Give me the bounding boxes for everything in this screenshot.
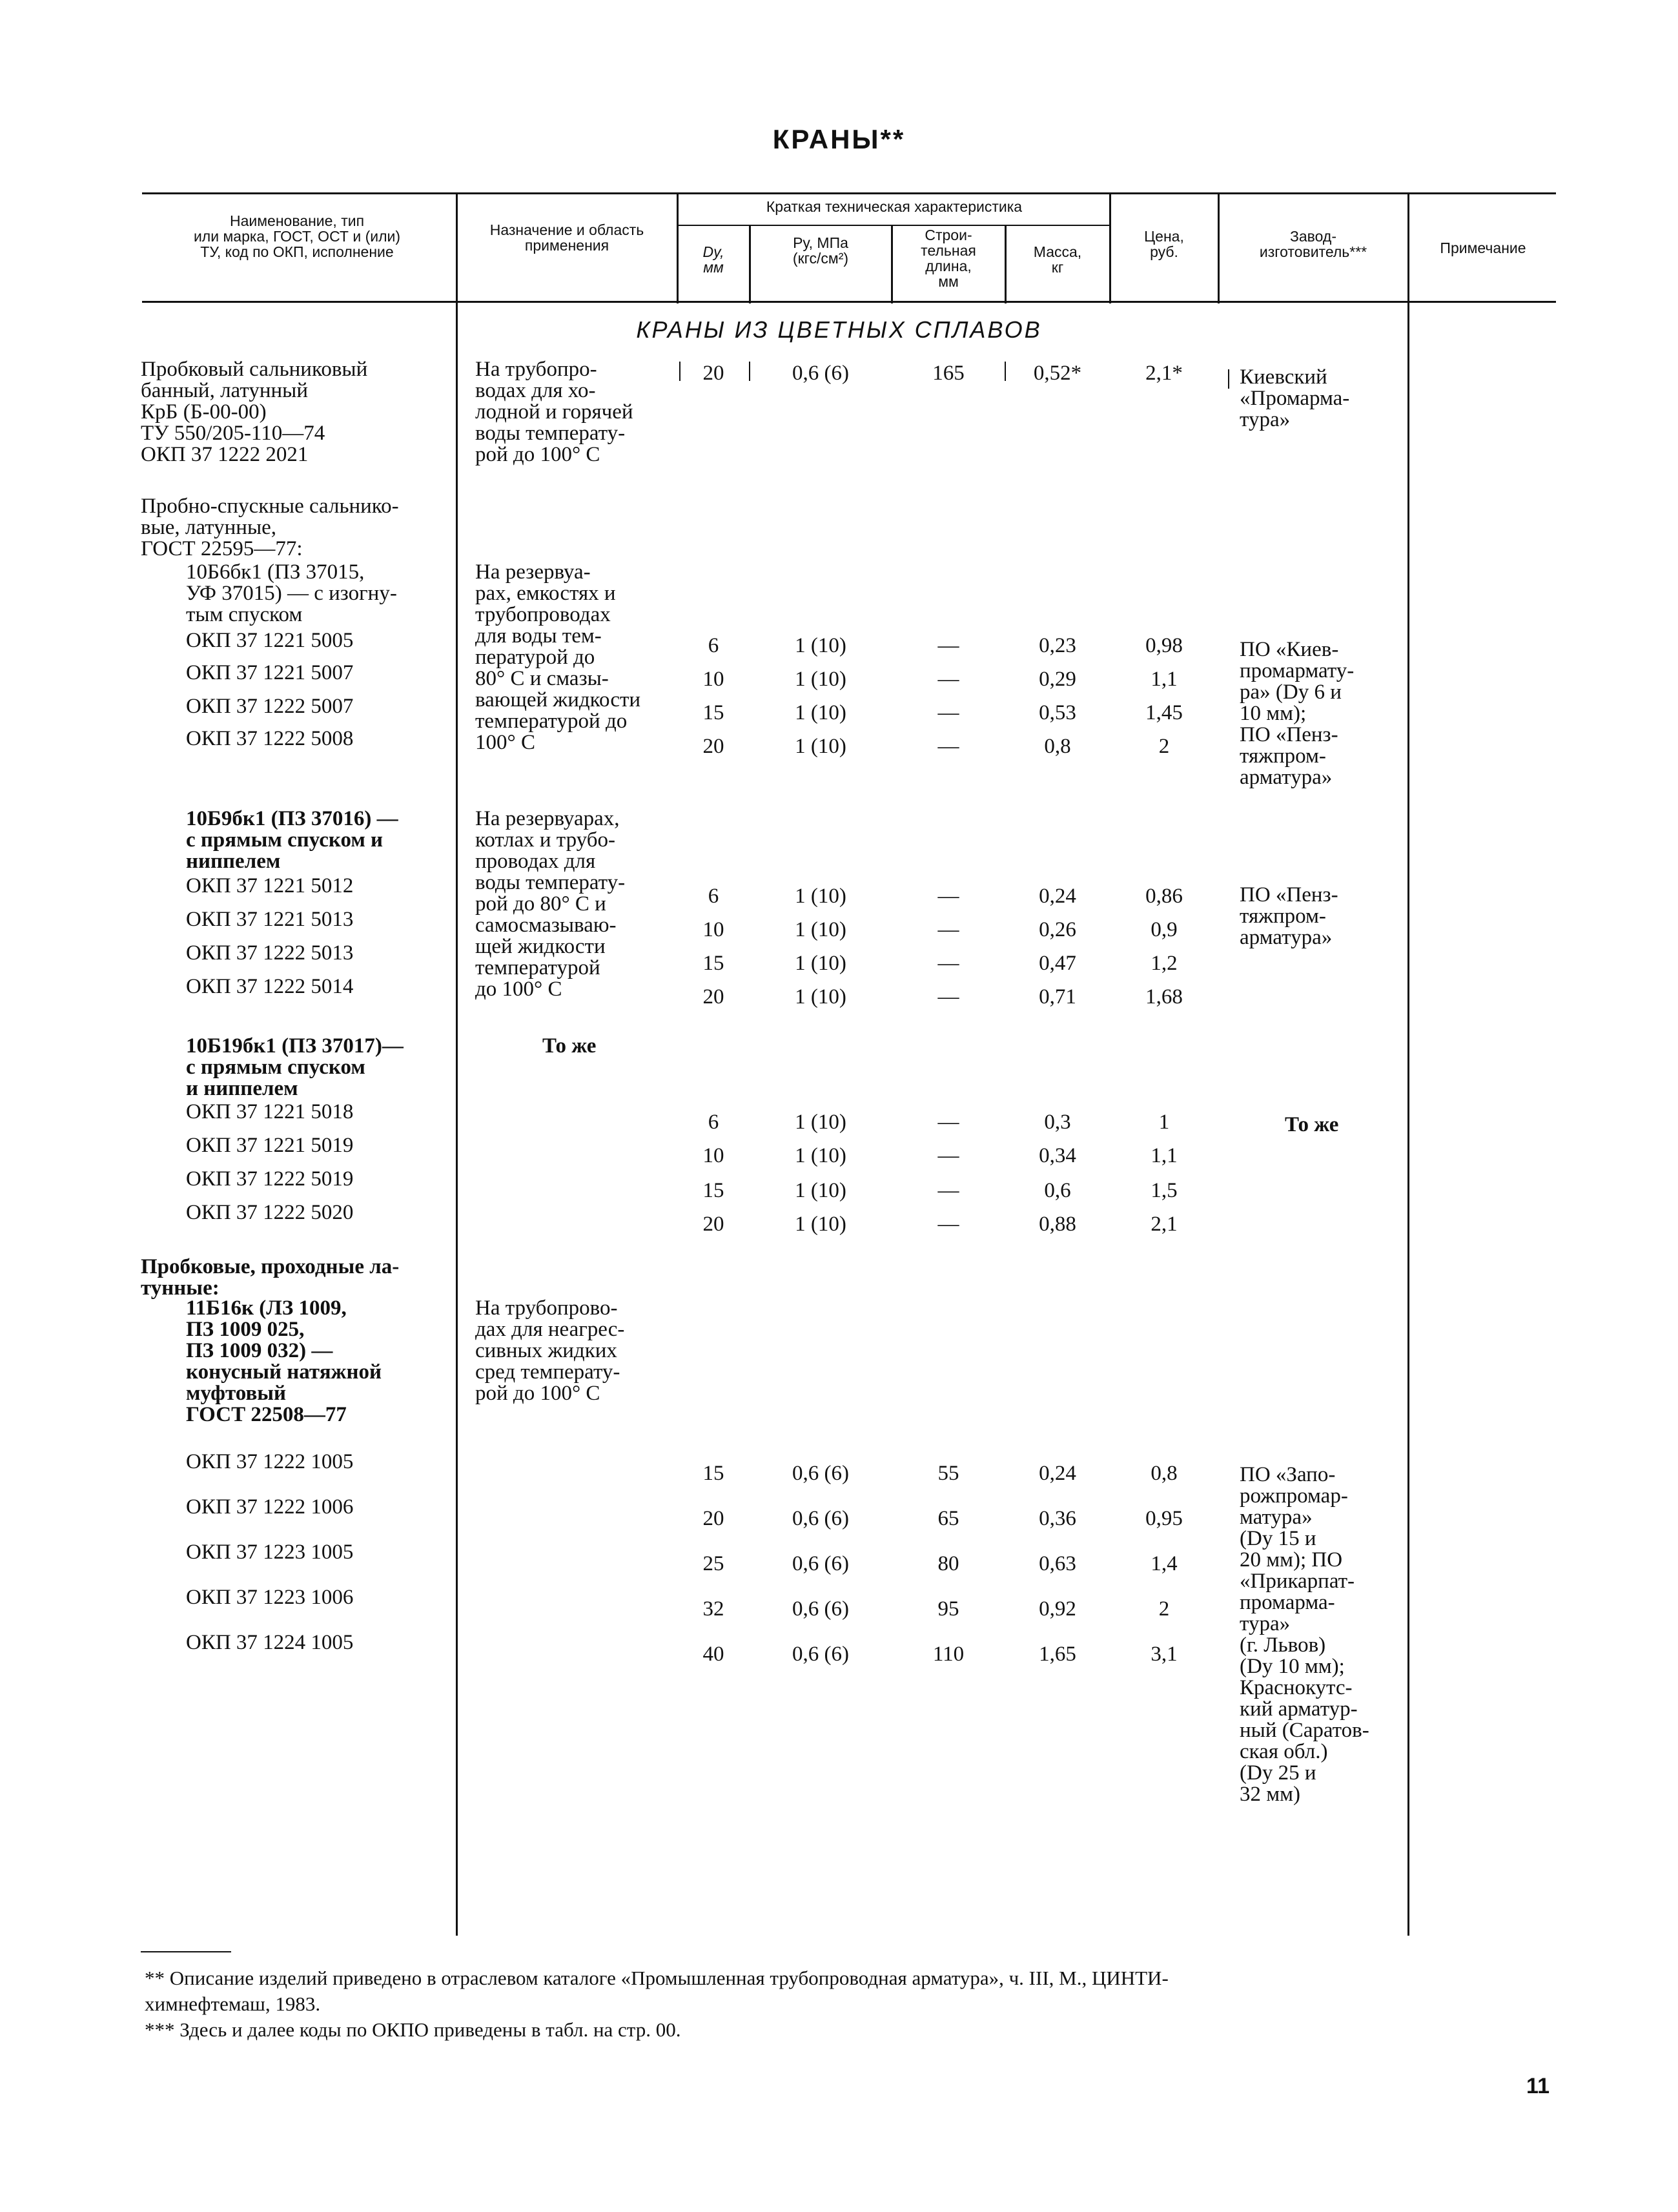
- cell-py: 0,6 (6): [792, 1552, 849, 1575]
- cell-mass: 0,92: [1039, 1597, 1076, 1621]
- group-4-code-2: ОКП 37 1221 5019: [186, 1134, 354, 1157]
- table-top-rule: [142, 192, 1556, 194]
- cell-mass: 0,24: [1039, 885, 1076, 908]
- cell-dy: 15: [702, 1462, 724, 1485]
- cell-mass: 0,29: [1039, 668, 1076, 691]
- cell-len: 80: [937, 1552, 959, 1575]
- group-5-code-5: ОКП 37 1224 1005: [186, 1631, 354, 1654]
- cell-py: 0,6 (6): [792, 1507, 849, 1530]
- cell-dy: 20: [702, 1507, 724, 1530]
- cell-py: 1 (10): [795, 952, 846, 975]
- cell-len: —: [937, 701, 959, 724]
- cell-price: 3,1: [1151, 1643, 1178, 1666]
- cell-len: —: [937, 1179, 959, 1202]
- header-bottom-rule: [142, 301, 1556, 303]
- cell-price: 1,68: [1145, 985, 1183, 1009]
- group-2-purpose: На резервуа- рах, емкостях и трубопроводах для воды тем- пературой до 80° С и смазы- вающей жидкости температурой до 100° С: [475, 560, 641, 754]
- cell-price: 0,86: [1145, 885, 1183, 908]
- group-1-maker: Киевский «Промарма- тура»: [1240, 365, 1350, 431]
- col-rule-dy: [749, 225, 751, 303]
- group-2-name: Пробно-спускные сальнико- вые, латунные, ГОСТ 22595—77:: [141, 495, 399, 560]
- cell-mass: 0,36: [1039, 1507, 1076, 1530]
- header-py: Pу, МПа (кгс/см²): [792, 234, 849, 267]
- tick: [1228, 369, 1229, 389]
- cell-price: 1,1: [1151, 1144, 1178, 1167]
- cell-py: 0,6 (6): [792, 1462, 849, 1485]
- cell-dy: 25: [702, 1552, 724, 1575]
- group-3-purpose: На резервуарах, котлах и трубо- проводах для воды температу- рой до 80° С и самосмазываю- щей жидкости температурой до 100° С: [475, 807, 626, 1001]
- cell-dy: 32: [702, 1597, 724, 1621]
- cell-price: 0,95: [1145, 1507, 1183, 1530]
- group-2-sub: 10Б6бк1 (ПЗ 37015, УФ 37015) — с изогну- тым спуском: [186, 560, 397, 626]
- group-5-purpose: На трубопрово- дах для неагрес- сивных жидких сред температу- рой до 100° С: [475, 1296, 625, 1405]
- cell-py: 0,6 (6): [792, 362, 849, 385]
- cell-len: —: [937, 1144, 959, 1167]
- header-price: Цена, руб.: [1144, 228, 1184, 260]
- cell-price: 0,98: [1145, 634, 1183, 657]
- cell-len: 165: [932, 362, 965, 385]
- header-dy: Dу, мм: [702, 243, 724, 276]
- cell-mass: 0,52*: [1033, 362, 1082, 385]
- group-5-code-3: ОКП 37 1223 1005: [186, 1541, 354, 1564]
- cell-dy: 40: [702, 1643, 724, 1666]
- group-4-code-1: ОКП 37 1221 5018: [186, 1100, 354, 1123]
- cell-len: 55: [937, 1462, 959, 1485]
- cell-mass: 0,63: [1039, 1552, 1076, 1575]
- group-1-purpose: На трубопро- водах для хо- лодной и горячей воды температу- рой до 100° С: [475, 358, 633, 466]
- cell-mass: 0,26: [1039, 918, 1076, 941]
- cell-len: —: [937, 1213, 959, 1236]
- group-4-maker: То же: [1285, 1113, 1339, 1136]
- cell-len: —: [937, 885, 959, 908]
- group-1-name: Пробковый сальниковый банный, латунный КрБ (Б-00-00) ТУ 550/205-110—74 ОКП 37 1222 2021: [141, 358, 368, 466]
- col-rule-len: [1005, 225, 1007, 303]
- cell-mass: 0,53: [1039, 701, 1076, 724]
- cell-mass: 0,3: [1044, 1111, 1071, 1134]
- cell-mass: 0,8: [1044, 735, 1071, 758]
- group-3-code-3: ОКП 37 1222 5013: [186, 941, 354, 965]
- cell-dy: 20: [702, 735, 724, 758]
- cell-dy: 15: [702, 1179, 724, 1202]
- group-3-maker: ПО «Пенз- тяжпром- арматура»: [1240, 883, 1338, 949]
- cell-py: 1 (10): [795, 885, 846, 908]
- cell-py: 1 (10): [795, 918, 846, 941]
- header-purpose: Назначение и область применения: [489, 221, 644, 254]
- cell-dy: 6: [708, 634, 719, 657]
- footnote-1: ** Описание изделий приведено в отраслевом каталоге «Промышленная трубопроводная арматура», ч. III, М., ЦИНТИ- химнефтемаш, 1983.: [145, 1967, 1169, 2015]
- cell-price: 2,1: [1151, 1213, 1178, 1236]
- cell-dy: 20: [702, 362, 724, 385]
- cell-dy: 15: [702, 701, 724, 724]
- cell-dy: 6: [708, 1111, 719, 1134]
- header-tech: Краткая техническая характеристика: [766, 198, 1023, 215]
- group-4-purpose: То же: [542, 1034, 597, 1058]
- group-3-code-1: ОКП 37 1221 5012: [186, 874, 354, 897]
- cell-py: 1 (10): [795, 735, 846, 758]
- cell-price: 1,2: [1151, 952, 1178, 975]
- tech-sub-rule: [678, 225, 1110, 226]
- cell-py: 1 (10): [795, 668, 846, 691]
- cell-len: —: [937, 735, 959, 758]
- header-mass: Масса, кг: [1033, 243, 1082, 276]
- group-5-code-1: ОКП 37 1222 1005: [186, 1450, 354, 1473]
- cell-price: 1: [1158, 1111, 1170, 1134]
- cell-py: 0,6 (6): [792, 1597, 849, 1621]
- page-title: КРАНЫ**: [772, 124, 906, 154]
- cell-price: 1,5: [1151, 1179, 1178, 1202]
- page-number: 11: [1526, 2074, 1550, 2098]
- cell-py: 1 (10): [795, 1179, 846, 1202]
- cell-price: 0,9: [1151, 918, 1178, 941]
- cell-py: 1 (10): [795, 1111, 846, 1134]
- group-4-sub: 10Б19бк1 (ПЗ 37017)— с прямым спуском и ниппелем: [186, 1034, 404, 1100]
- cell-price: 1,1: [1151, 668, 1178, 691]
- group-5-code-4: ОКП 37 1223 1006: [186, 1586, 354, 1609]
- cell-price: 2: [1158, 735, 1170, 758]
- cell-price: 1,4: [1151, 1552, 1178, 1575]
- col-rule-purpose: [677, 192, 679, 303]
- cell-len: —: [937, 952, 959, 975]
- cell-dy: 20: [702, 1213, 724, 1236]
- group-3-code-4: ОКП 37 1222 5014: [186, 975, 354, 998]
- footnote-2: *** Здесь и далее коды по ОКПО приведены в табл. на стр. 00.: [145, 2018, 681, 2041]
- tick: [749, 362, 750, 381]
- cell-mass: 0,23: [1039, 634, 1076, 657]
- cell-len: 95: [937, 1597, 959, 1621]
- cell-len: —: [937, 668, 959, 691]
- header-note: Примечание: [1440, 240, 1526, 256]
- col-rule-name: [456, 192, 458, 1936]
- cell-mass: 0,71: [1039, 985, 1076, 1009]
- header-length: Строи- тельная длина, мм: [921, 227, 976, 290]
- cell-dy: 6: [708, 885, 719, 908]
- cell-price: 0,8: [1151, 1462, 1178, 1485]
- group-2-code-3: ОКП 37 1222 5007: [186, 695, 354, 718]
- header-maker: Завод- изготовитель***: [1259, 228, 1367, 260]
- col-rule-tech-end: [1109, 192, 1111, 303]
- cell-py: 1 (10): [795, 1144, 846, 1167]
- cell-mass: 1,65: [1039, 1643, 1076, 1666]
- tick: [1005, 362, 1006, 381]
- cell-mass: 0,34: [1039, 1144, 1076, 1167]
- cell-py: 1 (10): [795, 985, 846, 1009]
- cell-price: 2,1*: [1145, 362, 1183, 385]
- group-3-sub: 10Б9бк1 (ПЗ 37016) — с прямым спуском и ниппелем: [186, 807, 398, 873]
- cell-len: 110: [932, 1643, 965, 1666]
- group-2-code-1: ОКП 37 1221 5005: [186, 629, 354, 652]
- cell-len: —: [937, 985, 959, 1009]
- col-rule-py: [891, 225, 893, 303]
- cell-py: 0,6 (6): [792, 1643, 849, 1666]
- cell-len: —: [937, 918, 959, 941]
- group-2-code-2: ОКП 37 1221 5007: [186, 661, 354, 684]
- header-name: Наименование, тип или марка, ГОСТ, ОСТ и (или) ТУ, код по ОКП, исполнение: [193, 212, 401, 260]
- cell-mass: 0,24: [1039, 1462, 1076, 1485]
- cell-dy: 10: [702, 668, 724, 691]
- cell-dy: 15: [702, 952, 724, 975]
- group-5-maker: ПО «Запо- рожпромар- матура» (Dу 15 и 20 мм); ПО «Прикарпат- промарма- тура» (г. Львов) (Dу 10 мм); Краснокутс- кий арматур- ный (Саратов- ская обл.) (Dу 25 и 32 мм): [1240, 1463, 1369, 1806]
- cell-py: 1 (10): [795, 701, 846, 724]
- group-2-code-4: ОКП 37 1222 5008: [186, 727, 354, 750]
- group-5-code-2: ОКП 37 1222 1006: [186, 1495, 354, 1519]
- group-3-code-2: ОКП 37 1221 5013: [186, 908, 354, 931]
- cell-mass: 0,88: [1039, 1213, 1076, 1236]
- cell-len: —: [937, 1111, 959, 1134]
- cell-py: 1 (10): [795, 634, 846, 657]
- cell-mass: 0,47: [1039, 952, 1076, 975]
- cell-dy: 10: [702, 1144, 724, 1167]
- cell-mass: 0,6: [1044, 1179, 1071, 1202]
- cell-price: 2: [1158, 1597, 1170, 1621]
- col-rule-maker: [1407, 192, 1409, 1936]
- col-rule-price: [1218, 192, 1220, 303]
- cell-price: 1,45: [1145, 701, 1183, 724]
- tick: [679, 362, 680, 381]
- group-5-sub: 11Б16к (ЛЗ 1009, ПЗ 1009 025, ПЗ 1009 032) — конусный натяжной муфтовый ГОСТ 22508—77: [186, 1296, 382, 1426]
- section-title: КРАНЫ ИЗ ЦВЕТНЫХ СПЛАВОВ: [636, 316, 1042, 343]
- group-4-code-3: ОКП 37 1222 5019: [186, 1167, 354, 1191]
- group-4-code-4: ОКП 37 1222 5020: [186, 1201, 354, 1224]
- cell-dy: 10: [702, 918, 724, 941]
- group-2-maker: ПО «Киев- промармату- ра» (Dу 6 и 10 мм); ПО «Пенз- тяжпром- арматура»: [1240, 638, 1355, 789]
- group-5-name: Пробковые, проходные ла- тунные:: [141, 1255, 400, 1300]
- cell-py: 1 (10): [795, 1213, 846, 1236]
- footnote-rule: [141, 1951, 231, 1952]
- cell-len: —: [937, 634, 959, 657]
- cell-dy: 20: [702, 985, 724, 1009]
- cell-len: 65: [937, 1507, 959, 1530]
